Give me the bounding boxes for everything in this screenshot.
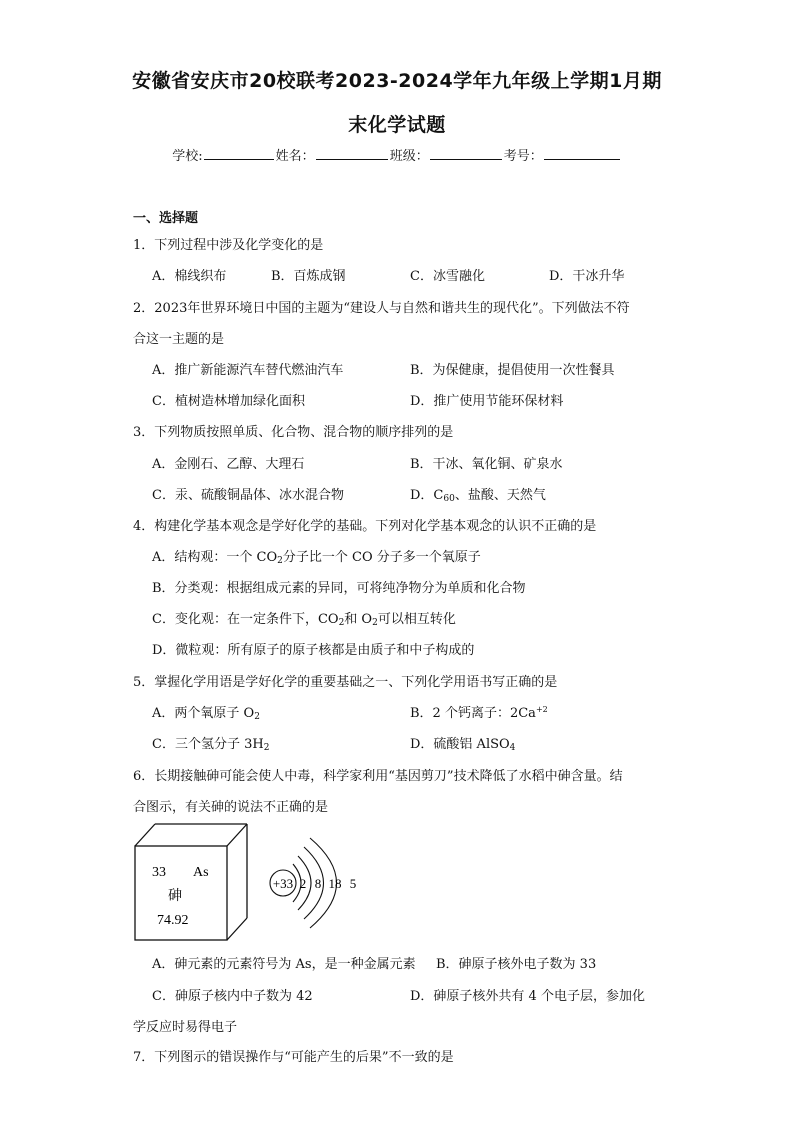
q4-option-d: D．微粒观：所有原子的原子核都是由质子和中子构成的 xyxy=(152,643,475,658)
q5-stem: 5．掌握化学用语是学好化学的重要基础之一、下列化学用语书写正确的是 xyxy=(133,675,558,690)
name-label: 姓名： xyxy=(275,149,315,164)
q2-option-c: C．植树造林增加绿化面积 xyxy=(152,394,305,409)
q2-option-b: B．为保健康，提倡使用一次性餐具 xyxy=(410,363,615,378)
school-blank[interactable] xyxy=(204,146,274,160)
school-label: 学校: xyxy=(172,149,203,164)
q6-option-d: D．砷原子核外共有 4 个电子层，参加化 xyxy=(410,989,645,1004)
q1-stem: 1．下列过程中涉及化学变化的是 xyxy=(133,238,324,253)
element-symbol: As xyxy=(193,865,209,880)
nucleus-charge: +33 xyxy=(272,876,294,891)
q4-option-c: C．变化观：在一定条件下，$CO_2$和 $O_2$可以相互转化 xyxy=(152,612,456,628)
q3-option-c: C．汞、硫酸铜晶体、冰水混合物 xyxy=(152,488,344,503)
q3-stem: 3．下列物质按照单质、化合物、混合物的顺序排列的是 xyxy=(133,425,454,440)
q2-option-d: D．推广使用节能环保材料 xyxy=(410,394,564,409)
section-heading: 一、选择题 xyxy=(133,211,199,226)
q3-option-d: D．$C_{60}$、盐酸、天然气 xyxy=(410,488,546,504)
exam-no-blank[interactable] xyxy=(544,146,620,160)
title-line-1: 安徽省安庆市20校联考2023-2024学年九年级上学期1月期 xyxy=(132,70,662,92)
q5-option-b: B．2 个钙离子：$2Ca^{+2}$ xyxy=(410,705,548,721)
q6-option-c: C．砷原子核内中子数为 42 xyxy=(152,989,313,1004)
shell-2-count: 8 xyxy=(314,876,322,891)
q6-option-b: B．砷原子核外电子数为 33 xyxy=(436,957,597,972)
title-line-2: 末化学试题 xyxy=(348,114,446,136)
q1-option-a: A．棉线织布 xyxy=(152,269,227,284)
q5-option-a: A．两个氧原子 $O_2$ xyxy=(152,706,260,722)
q7-stem: 7．下列图示的错误操作与“可能产生的后果”不一致的是 xyxy=(133,1050,454,1065)
q3-option-b: B．干冰、氧化铜、矿泉水 xyxy=(410,457,563,472)
shell-1-count: 2 xyxy=(299,876,307,891)
q2-option-a: A．推广新能源汽车替代燃油汽车 xyxy=(152,363,344,378)
arsenic-diagram xyxy=(133,822,363,942)
q6-stem-2: 合图示，有关砷的说法不正确的是 xyxy=(133,800,329,815)
q5-option-c: C．三个氢分子 $3H_2$ xyxy=(152,737,270,753)
q1-option-c: C．冰雪融化 xyxy=(410,269,485,284)
class-label: 班级： xyxy=(389,149,429,164)
q2-stem-2: 合这一主题的是 xyxy=(133,332,225,347)
element-name: 砷 xyxy=(168,889,182,904)
name-blank[interactable] xyxy=(316,146,388,160)
q2-stem-1: 2．2023年世界环境日中国的主题为“建设人与自然和谐共生的现代化”。下列做法不符 xyxy=(133,301,630,316)
shell-3-count: 18 xyxy=(328,876,342,891)
exam-no-label: 考号： xyxy=(503,149,543,164)
atomic-mass: 74.92 xyxy=(157,913,189,928)
q6-stem-1: 6．长期接触砷可能会使人中毒，科学家利用“基因剪刀”技术降低了水稻中砷含量。结 xyxy=(133,769,623,784)
class-blank[interactable] xyxy=(430,146,502,160)
atomic-number: 33 xyxy=(152,865,166,880)
q1-option-d: D．干冰升华 xyxy=(549,269,625,284)
arsenic-figure xyxy=(133,822,363,942)
q4-stem: 4．构建化学基本观念是学好化学的基础。下列对化学基本观念的认识不正确的是 xyxy=(133,519,597,534)
q6-option-d-cont: 学反应时易得电子 xyxy=(133,1020,238,1035)
q3-option-a: A．金刚石、乙醇、大理石 xyxy=(152,457,305,472)
element-cube xyxy=(135,824,247,940)
shell-4-count: 5 xyxy=(349,876,357,891)
q6-option-a: A．砷元素的元素符号为 As，是一种金属元素 xyxy=(152,957,416,972)
q5-option-d: D．硫酸铝 AlSO$_4$ xyxy=(410,737,516,753)
q4-option-b: B．分类观：根据组成元素的异同，可将纯净物分为单质和化合物 xyxy=(152,581,526,596)
q4-option-a: A．结构观：一个 $CO_2$分子比一个 CO 分子多一个氧原子 xyxy=(152,550,481,566)
q1-option-b: B．百炼成钢 xyxy=(271,269,346,284)
student-info-row xyxy=(0,145,794,164)
